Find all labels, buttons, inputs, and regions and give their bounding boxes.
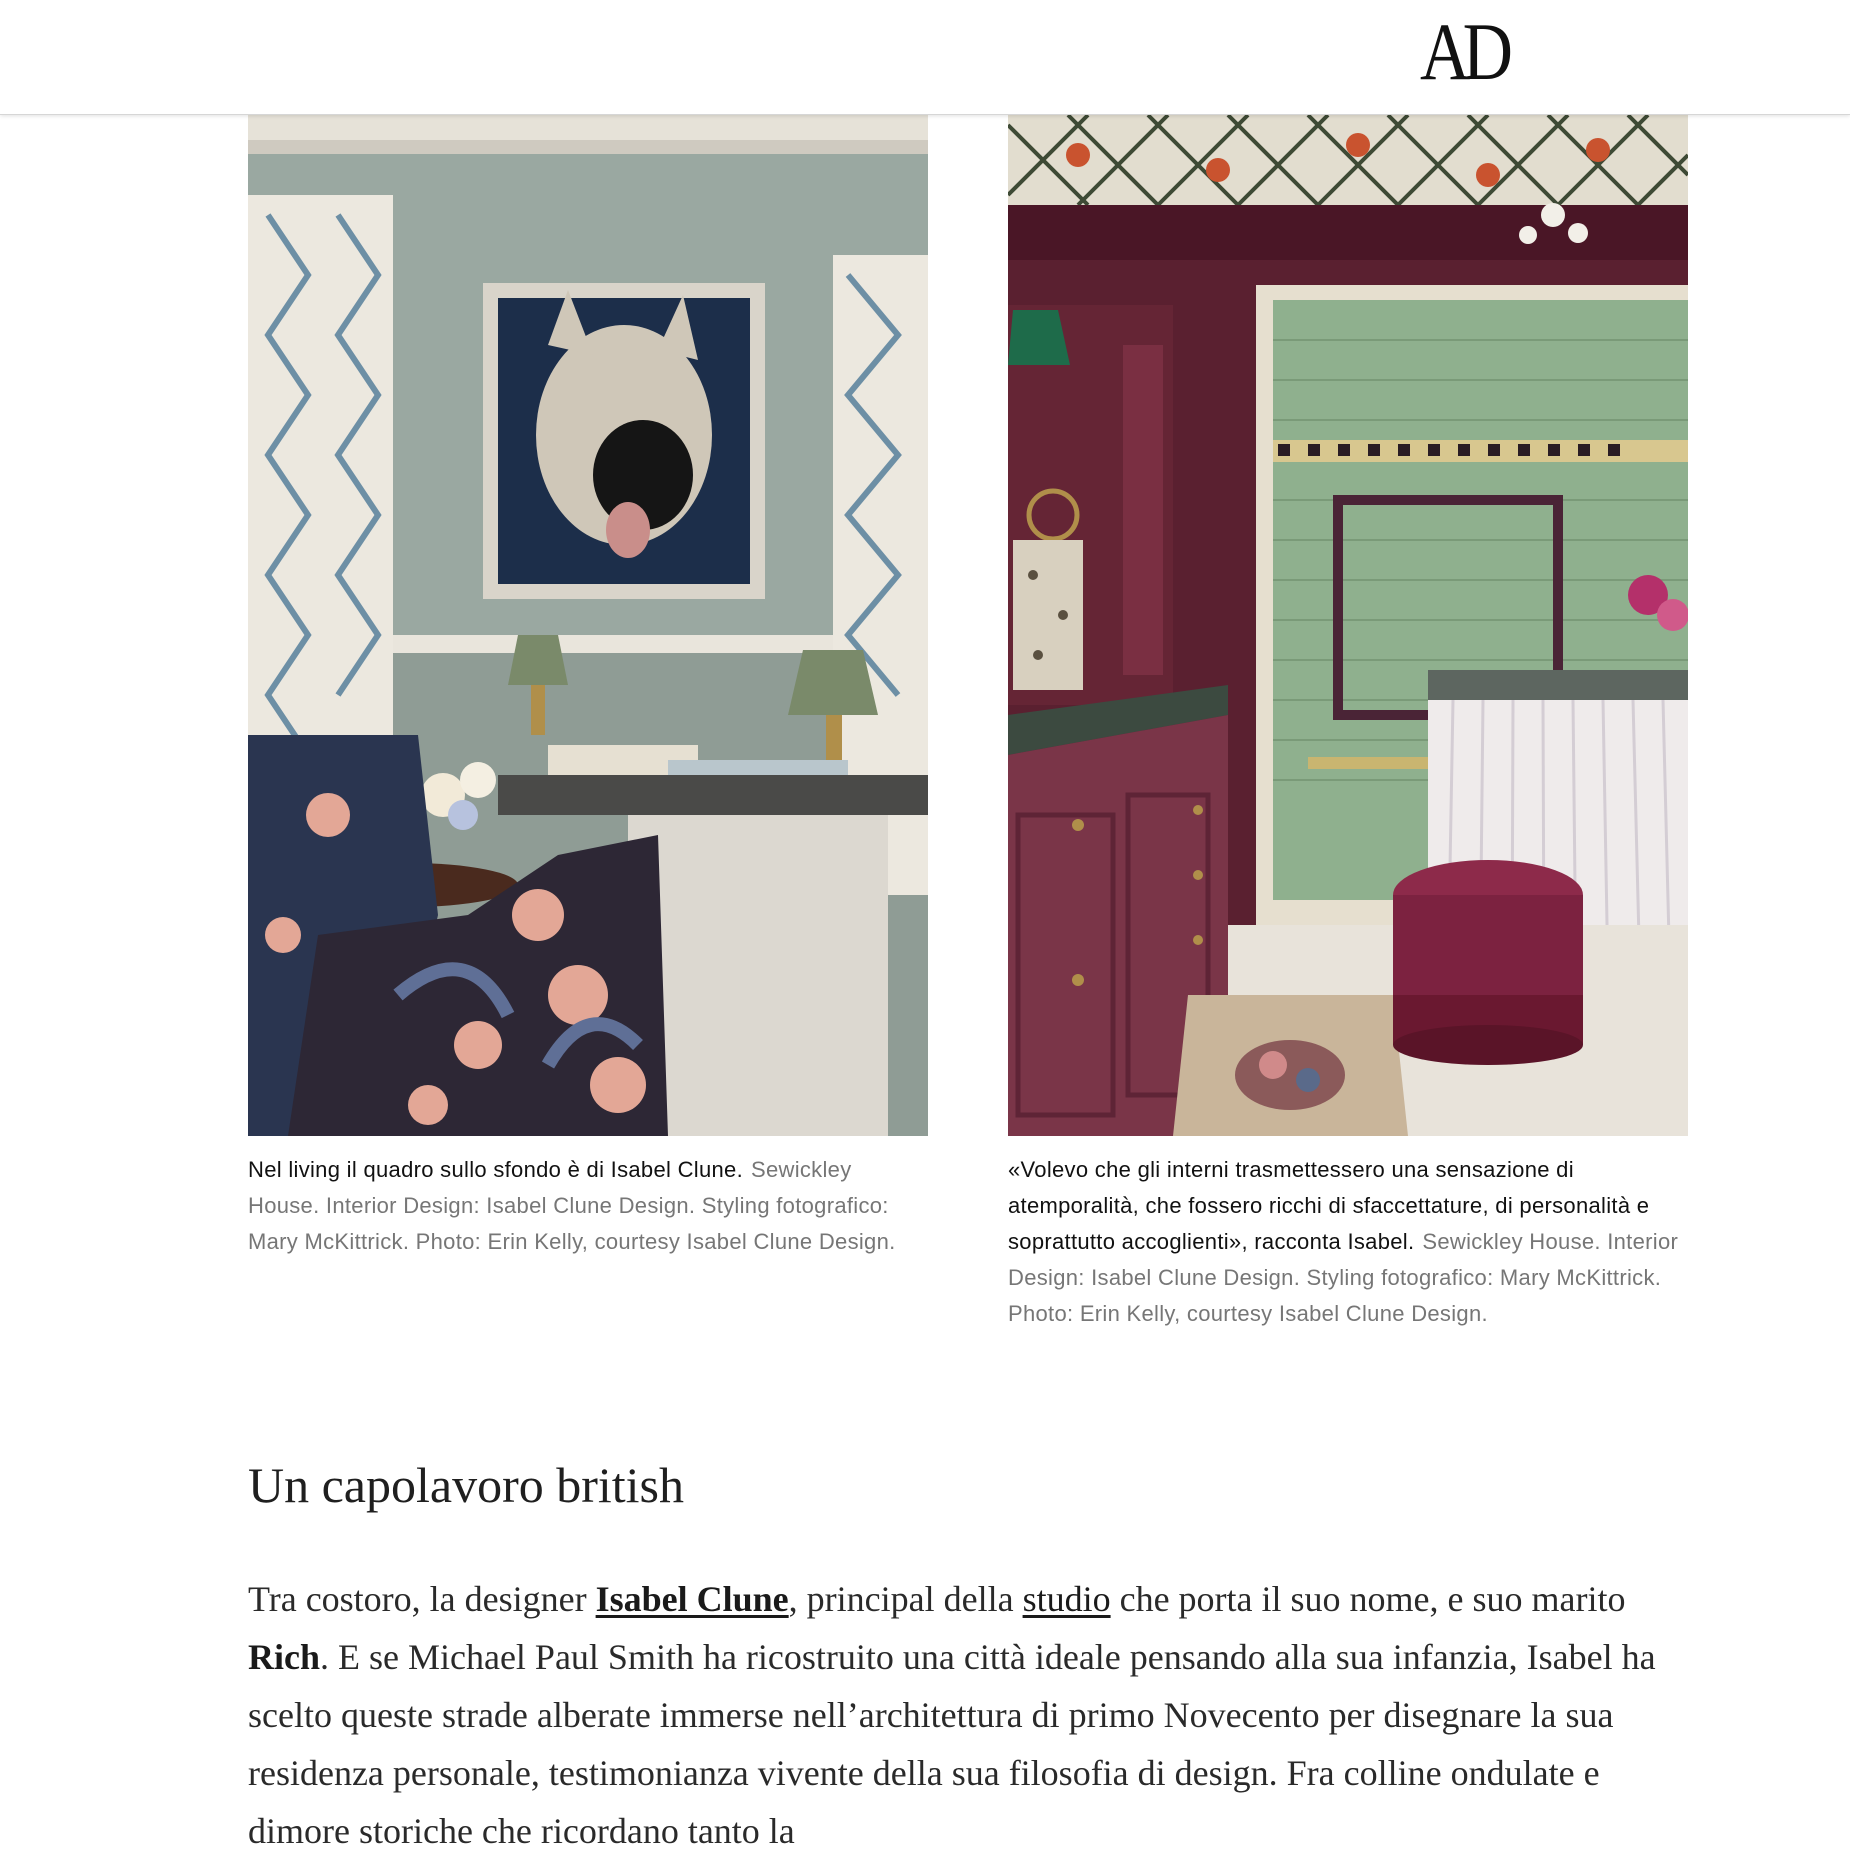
- isabel-clune-link[interactable]: Isabel Clune: [595, 1579, 789, 1619]
- paragraph-text: che porta il suo nome, e suo marito: [1110, 1579, 1626, 1619]
- caption-bathroom: [1008, 1152, 1688, 1332]
- caption-credit: Sewickley House. Interior Design: Isabel Clune Design. Styling fotografico: Mary McKittrick. Photo: Erin Kelly, courtesy Isabel Clune Design.: [1008, 1229, 1679, 1326]
- section-heading: Un capolavoro british: [248, 1457, 685, 1513]
- studio-link[interactable]: studio: [1022, 1579, 1111, 1619]
- rich-name: Rich: [248, 1637, 320, 1677]
- bathroom-photo[interactable]: [1008, 115, 1688, 1136]
- caption-credit: Sewickley House. Interior Design: Isabel Clune Design. Styling fotografico: Mary McKittrick. Photo: Erin Kelly, courtesy Isabel Clune Design.: [248, 1157, 896, 1254]
- living-room-illustration: [248, 115, 928, 1136]
- paragraph-text: . E se Michael Paul Smith ha ricostruito una città ideale pensando alla sua infanzia, Isabel ha scelto queste strade alberate immerse nell’architettura di primo Novecento per disegnare la sua residenza personale, testimonianza vivente della sua filosofia di design. Fra colline ondulate e dimore storiche che ricordano tanto la: [248, 1637, 1656, 1851]
- paragraph-text: Tra costoro, la designer: [248, 1579, 596, 1619]
- caption-living-room: [248, 1152, 928, 1260]
- caption-text: Nel living il quadro sullo sfondo è di Isabel Clune.: [248, 1157, 743, 1182]
- site-header: [0, 0, 1850, 115]
- living-room-photo[interactable]: [248, 115, 928, 1136]
- article-paragraph: [248, 1570, 1698, 1856]
- caption-text: «Volevo che gli interni trasmettessero una sensazione di atemporalità, che fossero ricchi di sfaccettature, di personalità e soprattutto accoglienti», racconta Isabel.: [1008, 1157, 1650, 1254]
- ad-logo[interactable]: AD: [1420, 6, 1506, 97]
- paragraph-text: , principal della: [788, 1579, 1023, 1619]
- bathroom-illustration: [1008, 115, 1688, 1136]
